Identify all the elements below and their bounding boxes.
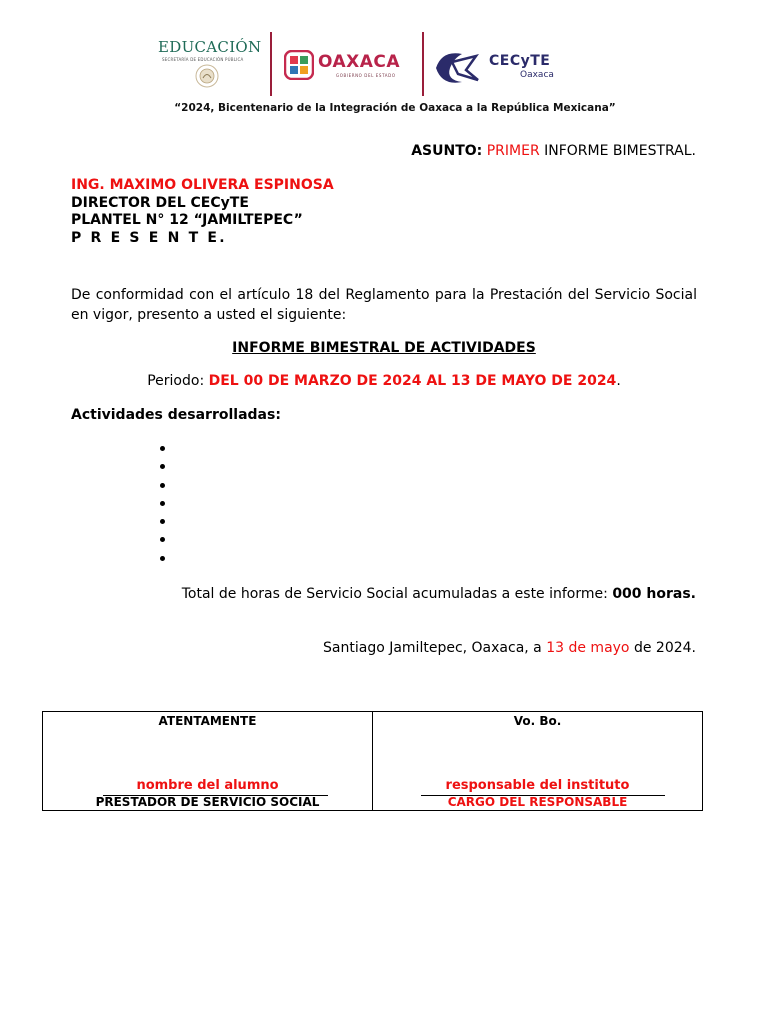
header-divider — [422, 32, 424, 96]
date-suffix: de 2024. — [629, 640, 696, 656]
bullet-icon — [160, 446, 165, 451]
date-line — [323, 640, 696, 656]
total-hours-text: Total de horas de Servicio Social acumuladas a este informe: — [181, 586, 613, 602]
oaxaca-emblem-icon — [284, 50, 314, 80]
intro-paragraph: De conformidad con el artículo 18 del Reglamento para la Prestación del Servicio Social en vigor, presento a usted el siguiente: — [71, 287, 697, 323]
subject-label: ASUNTO: — [411, 143, 483, 159]
signature-role: CARGO DEL RESPONSABLE — [447, 795, 628, 809]
addressee-name: ING. MAXIMO OLIVERA ESPINOSA — [71, 177, 334, 193]
total-hours-line — [182, 586, 696, 602]
period-label: Periodo: — [147, 373, 209, 389]
header-motto: “2024, Bicentenario de la Integración de Oaxaca a la República Mexicana” — [174, 102, 616, 114]
letterhead — [140, 24, 650, 124]
report-title: INFORME BIMESTRAL DE ACTIVIDADES — [232, 340, 536, 356]
bullet-icon — [160, 464, 165, 469]
signature-heading: Vo. Bo. — [513, 714, 562, 728]
signature-table — [42, 711, 703, 811]
date-prefix: Santiago Jamiltepec, Oaxaca, a — [323, 640, 547, 656]
cecyte-logo-subtitle: Oaxaca — [520, 70, 554, 80]
subject-highlight: PRIMER — [486, 143, 540, 159]
signature-name: nombre del alumno — [136, 778, 279, 793]
oaxaca-logo-title: OAXACA — [318, 52, 401, 72]
addressee-plantel: PLANTEL N° 12 “JAMILTEPEC” — [71, 212, 303, 228]
total-hours-value: 000 horas. — [612, 586, 696, 602]
activities-title: Actividades desarrolladas: — [71, 407, 281, 423]
education-logo-subtitle: SECRETARÍA DE EDUCACIÓN PÚBLICA — [162, 57, 244, 62]
cecyte-emblem-icon — [432, 48, 484, 88]
national-seal-icon — [195, 64, 219, 88]
date-value: 13 de mayo — [546, 640, 630, 656]
bullet-icon — [160, 556, 165, 561]
header-divider — [270, 32, 272, 96]
cecyte-logo-title: CECyTE — [489, 53, 551, 69]
bullet-icon — [160, 537, 165, 542]
signature-cell-approver — [373, 712, 703, 811]
bullet-icon — [160, 483, 165, 488]
period-value: DEL 00 DE MARZO DE 2024 AL 13 DE MAYO DE 2024 — [208, 373, 617, 389]
signature-name: responsable del instituto — [445, 778, 630, 793]
addressee-presente: P R E S E N T E. — [71, 229, 227, 246]
period-line — [71, 373, 697, 389]
education-logo-title: EDUCACIÓN — [158, 38, 262, 56]
addressee-block — [71, 177, 334, 247]
oaxaca-logo-subtitle: GOBIERNO DEL ESTADO — [336, 73, 396, 78]
period-end: . — [616, 373, 621, 389]
bullet-icon — [160, 501, 165, 506]
bullet-icon — [160, 519, 165, 524]
addressee-position: DIRECTOR DEL CECyTE — [71, 194, 249, 211]
subject-line — [411, 143, 696, 159]
signature-heading: ATENTAMENTE — [158, 714, 257, 728]
subject-rest: INFORME BIMESTRAL. — [539, 143, 696, 159]
signature-cell-student — [43, 712, 373, 811]
signature-role: PRESTADOR DE SERVICIO SOCIAL — [95, 795, 320, 809]
